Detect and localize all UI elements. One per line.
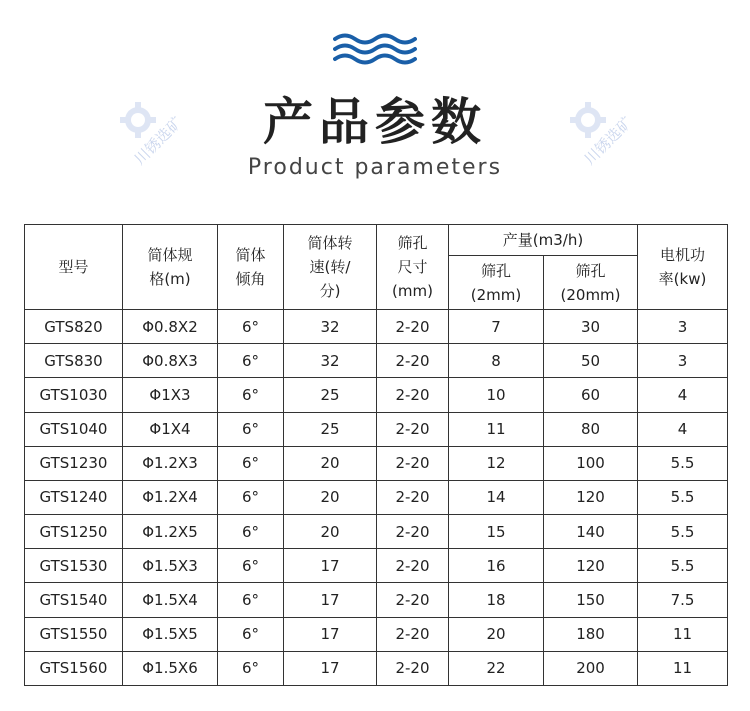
cell-drum-spec: Φ1.2X3 xyxy=(123,446,218,480)
cell-output-20mm: 100 xyxy=(544,446,638,480)
watermark xyxy=(568,100,648,180)
cell-output-2mm: 12 xyxy=(449,446,544,480)
cell-output-20mm: 30 xyxy=(544,310,638,344)
watermark-text: 川锈选矿 xyxy=(580,113,636,169)
cell-output-2mm: 10 xyxy=(449,378,544,412)
cell-aperture: 2-20 xyxy=(377,446,449,480)
cell-output-2mm: 20 xyxy=(449,617,544,651)
cell-model: GTS1550 xyxy=(25,617,123,651)
cell-model: GTS1240 xyxy=(25,480,123,514)
cell-tilt: 6° xyxy=(218,412,284,446)
cell-drum-spec: Φ1.5X3 xyxy=(123,549,218,583)
cell-output-20mm: 180 xyxy=(544,617,638,651)
cell-drum-spec: Φ1.2X5 xyxy=(123,515,218,549)
cell-speed: 17 xyxy=(284,651,377,685)
cell-model: GTS1530 xyxy=(25,549,123,583)
cell-output-2mm: 11 xyxy=(449,412,544,446)
cell-aperture: 2-20 xyxy=(377,412,449,446)
watermark-text: 川锈选矿 xyxy=(130,113,186,169)
cell-aperture: 2-20 xyxy=(377,344,449,378)
cell-output-20mm: 140 xyxy=(544,515,638,549)
header-model: 型号 xyxy=(25,225,123,310)
cell-speed: 20 xyxy=(284,446,377,480)
cell-power: 3 xyxy=(638,310,728,344)
cell-tilt: 6° xyxy=(218,583,284,617)
table-row xyxy=(25,617,728,651)
table-row xyxy=(25,378,728,412)
cell-power: 5.5 xyxy=(638,480,728,514)
cell-power: 11 xyxy=(638,617,728,651)
table-row xyxy=(25,583,728,617)
cell-aperture: 2-20 xyxy=(377,549,449,583)
cell-tilt: 6° xyxy=(218,617,284,651)
waves-icon xyxy=(333,32,417,66)
cell-tilt: 6° xyxy=(218,378,284,412)
cell-model: GTS1230 xyxy=(25,446,123,480)
cell-power: 5.5 xyxy=(638,446,728,480)
cell-aperture: 2-20 xyxy=(377,378,449,412)
cell-model: GTS820 xyxy=(25,310,123,344)
cell-output-2mm: 7 xyxy=(449,310,544,344)
cell-aperture: 2-20 xyxy=(377,515,449,549)
watermark xyxy=(118,100,198,180)
header-speed: 简体转 速(转/ 分) xyxy=(284,225,377,310)
cell-aperture: 2-20 xyxy=(377,480,449,514)
cell-power: 5.5 xyxy=(638,515,728,549)
cell-output-2mm: 22 xyxy=(449,651,544,685)
cell-speed: 17 xyxy=(284,583,377,617)
header-power: 电机功 率(kw) xyxy=(638,225,728,310)
table-row xyxy=(25,344,728,378)
page-subtitle: Product parameters xyxy=(247,155,503,180)
cell-drum-spec: Φ0.8X2 xyxy=(123,310,218,344)
cell-drum-spec: Φ1.2X4 xyxy=(123,480,218,514)
cell-power: 5.5 xyxy=(638,549,728,583)
cell-power: 11 xyxy=(638,651,728,685)
table-row xyxy=(25,412,728,446)
page-title: 产品参数 xyxy=(263,93,487,151)
cell-aperture: 2-20 xyxy=(377,617,449,651)
cell-tilt: 6° xyxy=(218,480,284,514)
cell-power: 4 xyxy=(638,378,728,412)
table-row xyxy=(25,515,728,549)
header-tilt: 简体 倾角 xyxy=(218,225,284,310)
cell-speed: 25 xyxy=(284,378,377,412)
cell-output-2mm: 14 xyxy=(449,480,544,514)
cell-model: GTS830 xyxy=(25,344,123,378)
cell-drum-spec: Φ1.5X6 xyxy=(123,651,218,685)
cell-tilt: 6° xyxy=(218,310,284,344)
cell-drum-spec: Φ1X4 xyxy=(123,412,218,446)
cell-speed: 32 xyxy=(284,344,377,378)
cell-tilt: 6° xyxy=(218,515,284,549)
cell-speed: 20 xyxy=(284,515,377,549)
cell-tilt: 6° xyxy=(218,651,284,685)
cell-output-2mm: 15 xyxy=(449,515,544,549)
cell-drum-spec: Φ1.5X4 xyxy=(123,583,218,617)
cell-drum-spec: Φ1.5X5 xyxy=(123,617,218,651)
table-row xyxy=(25,310,728,344)
table-row xyxy=(25,480,728,514)
cell-output-20mm: 120 xyxy=(544,549,638,583)
cell-speed: 20 xyxy=(284,480,377,514)
cell-power: 7.5 xyxy=(638,583,728,617)
cell-output-20mm: 60 xyxy=(544,378,638,412)
cell-power: 4 xyxy=(638,412,728,446)
cell-aperture: 2-20 xyxy=(377,583,449,617)
cell-drum-spec: Φ1X3 xyxy=(123,378,218,412)
cell-model: GTS1540 xyxy=(25,583,123,617)
table-row xyxy=(25,549,728,583)
cell-model: GTS1560 xyxy=(25,651,123,685)
cell-tilt: 6° xyxy=(218,446,284,480)
cell-model: GTS1250 xyxy=(25,515,123,549)
cell-aperture: 2-20 xyxy=(377,310,449,344)
table-row xyxy=(25,446,728,480)
cell-speed: 25 xyxy=(284,412,377,446)
cell-model: GTS1030 xyxy=(25,378,123,412)
cell-output-20mm: 200 xyxy=(544,651,638,685)
cell-output-20mm: 120 xyxy=(544,480,638,514)
cell-speed: 17 xyxy=(284,617,377,651)
header-aperture: 筛孔 尺寸 (mm) xyxy=(377,225,449,310)
cell-speed: 32 xyxy=(284,310,377,344)
header-output: 产量(m3/h) xyxy=(449,225,638,256)
cell-drum-spec: Φ0.8X3 xyxy=(123,344,218,378)
cell-speed: 17 xyxy=(284,549,377,583)
cell-model: GTS1040 xyxy=(25,412,123,446)
cell-output-2mm: 18 xyxy=(449,583,544,617)
cell-power: 3 xyxy=(638,344,728,378)
header-output-20mm: 筛孔 (20mm) xyxy=(544,256,638,310)
cell-output-2mm: 8 xyxy=(449,344,544,378)
cell-output-20mm: 80 xyxy=(544,412,638,446)
header-drum-spec: 简体规 格(m) xyxy=(123,225,218,310)
cell-aperture: 2-20 xyxy=(377,651,449,685)
cell-output-20mm: 50 xyxy=(544,344,638,378)
cell-tilt: 6° xyxy=(218,549,284,583)
cell-output-20mm: 150 xyxy=(544,583,638,617)
cell-tilt: 6° xyxy=(218,344,284,378)
table-row xyxy=(25,651,728,685)
header-output-2mm: 筛孔 (2mm) xyxy=(449,256,544,310)
parameters-table xyxy=(24,224,728,686)
cell-output-2mm: 16 xyxy=(449,549,544,583)
